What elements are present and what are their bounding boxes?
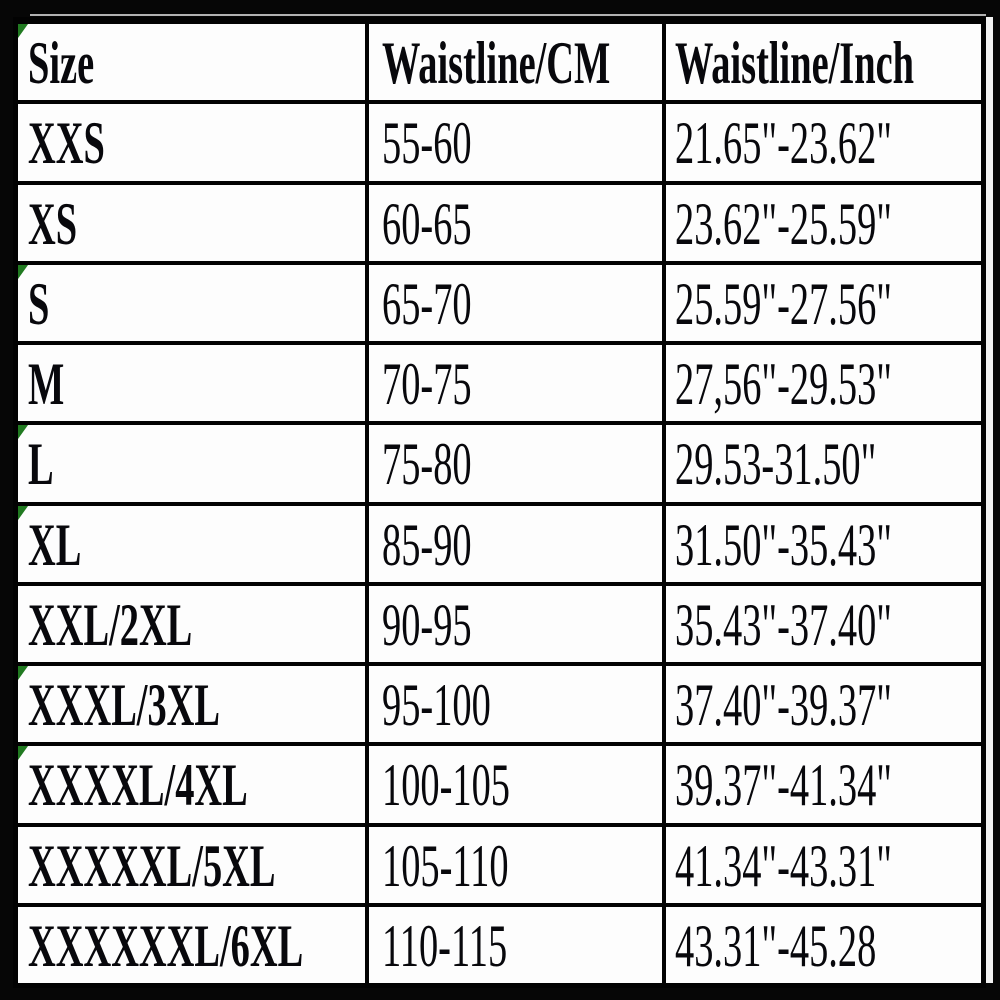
row-2-cell-size-label: S: [28, 270, 50, 337]
row-1-cell-size: [18, 185, 365, 261]
row-6-cell-cm-label: 90-95: [382, 591, 472, 658]
row-1-cell-size-label: XS: [28, 190, 78, 257]
row-10-cell-inch-label: 43.31"-45.28: [675, 912, 877, 979]
row-4-cell-size-label: L: [28, 431, 54, 498]
green-corner-flag-icon: [18, 24, 28, 38]
row-6-cell-inch: [666, 586, 981, 662]
row-5-cell-inch: [666, 506, 981, 582]
row-3-cell-cm-label: 70-75: [382, 351, 472, 418]
row-3-cell-inch-label: 27,56"-29.53": [675, 351, 892, 418]
row-0-cell-cm: [369, 104, 662, 180]
row-5-cell-cm-label: 85-90: [382, 511, 472, 578]
row-9-cell-size: [18, 827, 365, 903]
row-5-cell-size: [18, 506, 365, 582]
row-9-cell-cm-label: 105-110: [382, 832, 509, 899]
header-cell-size-label: Size: [28, 30, 95, 97]
header-cell-size: [18, 24, 365, 100]
row-6-cell-size: [18, 586, 365, 662]
row-7-cell-inch: [666, 666, 981, 742]
green-corner-flag-icon: [18, 265, 28, 279]
row-3-cell-cm: [369, 345, 662, 421]
row-5-cell-size-label: XL: [28, 511, 82, 578]
row-1-cell-cm: [369, 185, 662, 261]
row-3-cell-size-label: M: [28, 351, 65, 418]
row-0-cell-size-label: XXS: [28, 110, 105, 177]
row-5-cell-inch-label: 31.50"-35.43": [675, 511, 892, 578]
row-8-cell-size-label: XXXXL/4XL: [28, 752, 248, 819]
row-10-cell-cm-label: 110-115: [382, 912, 508, 979]
row-3-cell-inch: [666, 345, 981, 421]
row-7-cell-size-label: XXXL/3XL: [28, 672, 221, 739]
row-6-cell-cm: [369, 586, 662, 662]
header-cell-inch-label: Waistline/Inch: [675, 30, 914, 97]
row-6-cell-inch-label: 35.43"-37.40": [675, 591, 892, 658]
row-0-cell-cm-label: 55-60: [382, 110, 472, 177]
row-9-cell-inch: [666, 827, 981, 903]
row-4-cell-inch-label: 29.53-31.50": [675, 431, 877, 498]
top-gridline: [30, 14, 986, 16]
row-2-cell-size: [18, 265, 365, 341]
row-4-cell-inch: [666, 425, 981, 501]
row-2-cell-cm-label: 65-70: [382, 270, 472, 337]
green-corner-flag-icon: [18, 746, 28, 760]
green-corner-flag-icon: [18, 666, 28, 680]
row-8-cell-inch: [666, 746, 981, 822]
row-8-cell-cm-label: 100-105: [382, 752, 510, 819]
row-2-cell-cm: [369, 265, 662, 341]
row-4-cell-size: [18, 425, 365, 501]
row-2-cell-inch: [666, 265, 981, 341]
row-7-cell-cm: [369, 666, 662, 742]
row-10-cell-size-label: XXXXXXL/6XL: [28, 912, 304, 979]
row-0-cell-size: [18, 104, 365, 180]
row-1-cell-inch: [666, 185, 981, 261]
row-2-cell-inch-label: 25.59"-27.56": [675, 270, 892, 337]
row-8-cell-inch-label: 39.37"-41.34": [675, 752, 892, 819]
row-9-cell-size-label: XXXXXL/5XL: [28, 832, 276, 899]
row-1-cell-inch-label: 23.62"-25.59": [675, 190, 892, 257]
row-9-cell-inch-label: 41.34"-43.31": [675, 832, 892, 899]
row-4-cell-cm-label: 75-80: [382, 431, 472, 498]
row-4-cell-cm: [369, 425, 662, 501]
row-10-cell-cm: [369, 907, 662, 983]
row-3-cell-size: [18, 345, 365, 421]
row-7-cell-inch-label: 37.40"-39.37": [675, 672, 892, 739]
size-chart-table: [13, 17, 986, 988]
green-corner-flag-icon: [18, 506, 28, 520]
row-1-cell-cm-label: 60-65: [382, 190, 472, 257]
header-cell-cm-label: Waistline/CM: [382, 30, 611, 97]
row-5-cell-cm: [369, 506, 662, 582]
green-corner-flag-icon: [18, 425, 28, 439]
row-0-cell-inch: [666, 104, 981, 180]
row-0-cell-inch-label: 21.65"-23.62": [675, 110, 892, 177]
header-cell-inch: [666, 24, 981, 100]
row-7-cell-cm-label: 95-100: [382, 672, 491, 739]
header-cell-cm: [369, 24, 662, 100]
row-6-cell-size-label: XXL/2XL: [28, 591, 193, 658]
row-8-cell-cm: [369, 746, 662, 822]
row-10-cell-inch: [666, 907, 981, 983]
row-8-cell-size: [18, 746, 365, 822]
right-edge-sliver: [986, 17, 993, 983]
row-9-cell-cm: [369, 827, 662, 903]
row-7-cell-size: [18, 666, 365, 742]
row-10-cell-size: [18, 907, 365, 983]
